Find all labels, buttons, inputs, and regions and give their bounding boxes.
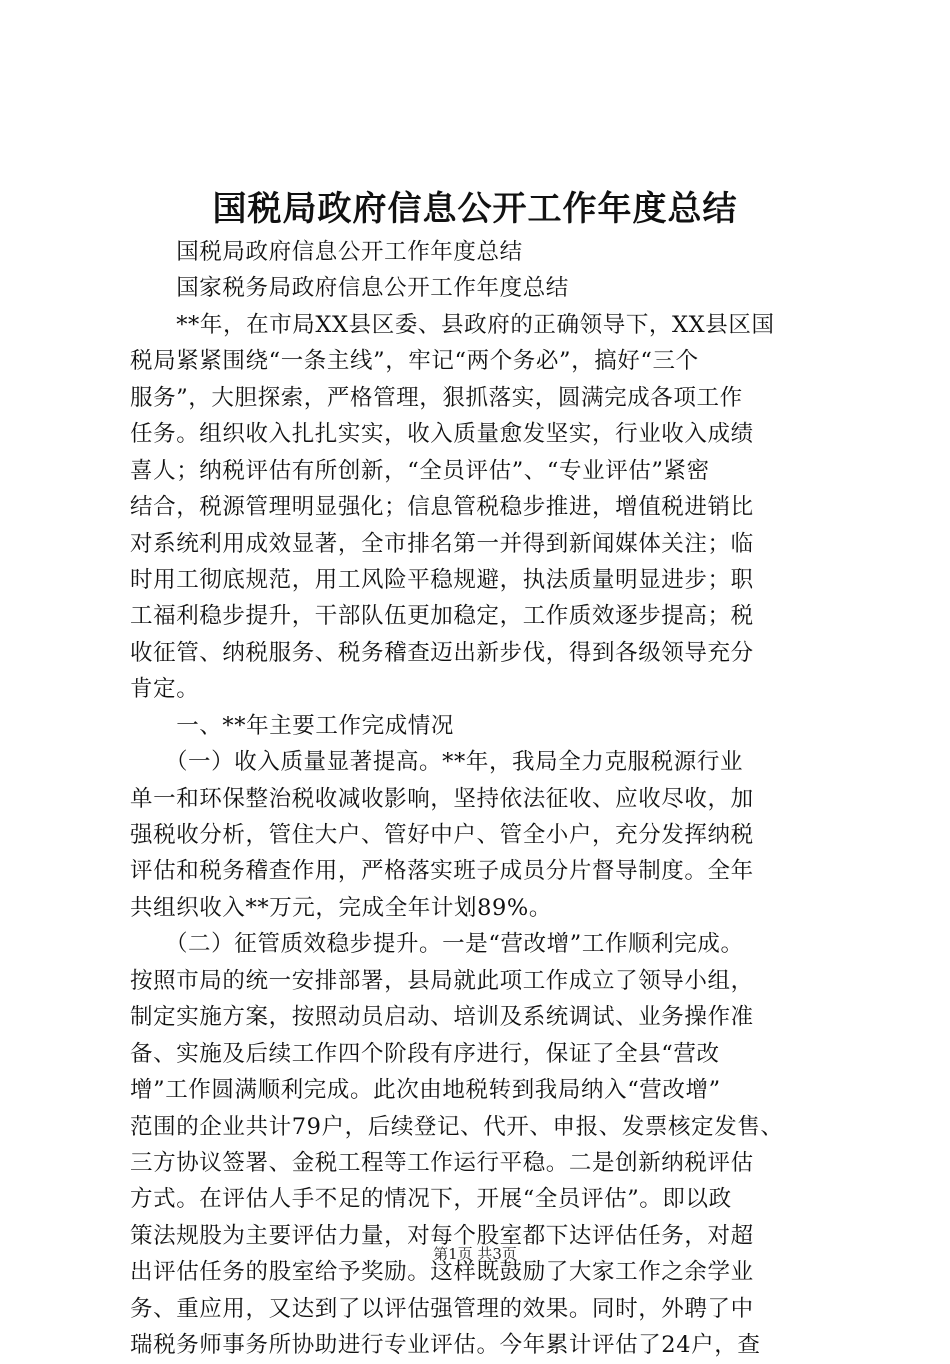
body-line: 单一和环保整治税收减收影响，坚持依法征收、应收尽收，加 (130, 785, 754, 812)
body-line: 制定实施方案，按照动员启动、培训及系统调试、业务操作准 (130, 1004, 754, 1031)
body-line: 范围的企业共计79户，后续登记、代开、申报、发票核定发售、 (130, 1113, 784, 1140)
body-line: 按照市局的统一安排部署，县局就此项工作成立了领导小组， (130, 967, 754, 994)
body-line: 务、重应用，又达到了以评估强管理的效果。同时，外聘了中 (130, 1295, 754, 1322)
document-body (130, 234, 830, 1364)
body-line: （一）收入质量显著提高。**年，我局全力克服税源行业 (130, 749, 744, 776)
body-line: 服务”，大胆探索，严格管理，狠抓落实，圆满完成各项工作 (130, 384, 743, 411)
document-title: 国税局政府信息公开工作年度总结 (212, 189, 738, 229)
body-line: 瑞税务师事务所协助进行专业评估。今年累计评估了24户，查 (130, 1332, 761, 1359)
body-line: 结合，税源管理明显强化；信息管税稳步推进，增值税进销比 (130, 494, 754, 521)
body-line: **年，在市局XX县区委、县政府的正确领导下，XX县区国 (130, 311, 775, 338)
body-line: 喜人；纳税评估有所创新，“全员评估”、“专业评估”紧密 (130, 457, 710, 484)
body-line: 对系统利用成效显著，全市排名第一并得到新闻媒体关注；临 (130, 530, 754, 557)
body-line: 方式。在评估人手不足的情况下，开展“全员评估”。即以政 (130, 1186, 732, 1213)
body-line: 收征管、纳税服务、税务稽查迈出新步伐，得到各级领导充分 (130, 639, 754, 666)
body-line: 国家税务局政府信息公开工作年度总结 (130, 275, 569, 302)
body-line: 策法规股为主要评估力量，对每个股室都下达评估任务，对超 (130, 1222, 754, 1249)
body-line: 出评估任务的股室给予奖励。这样既鼓励了大家工作之余学业 (130, 1259, 754, 1286)
body-line: 肯定。 (130, 676, 200, 703)
body-line: 共组织收入**万元，完成全年计划89%。 (130, 894, 553, 921)
body-line: 任务。组织收入扎扎实实，收入质量愈发坚实，行业收入成绩 (130, 421, 754, 448)
body-line: （二）征管质效稳步提升。一是“营改增”工作顺利完成。 (130, 931, 744, 958)
body-line: 评估和税务稽查作用，严格落实班子成员分片督导制度。全年 (130, 858, 754, 885)
body-line: 国税局政府信息公开工作年度总结 (130, 239, 523, 265)
body-line: 一、**年主要工作完成情况 (130, 712, 455, 739)
body-line: 增”工作圆满顺利完成。此次由地税转到我局纳入“营改增” (130, 1077, 721, 1104)
body-line: 强税收分析，管住大户、管好中户、管全小户，充分发挥纳税 (130, 822, 754, 848)
body-line: 工福利稳步提升，干部队伍更加稳定，工作质效逐步提高；税 (130, 603, 754, 630)
body-line: 时用工彻底规范，用工风险平稳规避，执法质量明显进步；职 (130, 566, 754, 593)
body-line: 税局紧紧围绕“一条主线”，牢记“两个务必”，搞好“三个 (130, 348, 699, 375)
page-footer: 第1页 共3页 (433, 1245, 517, 1263)
body-line: 备、实施及后续工作四个阶段有序进行，保证了全县“营改 (130, 1040, 720, 1067)
body-line: 三方协议签署、金税工程等工作运行平稳。二是创新纳税评估 (130, 1149, 754, 1176)
